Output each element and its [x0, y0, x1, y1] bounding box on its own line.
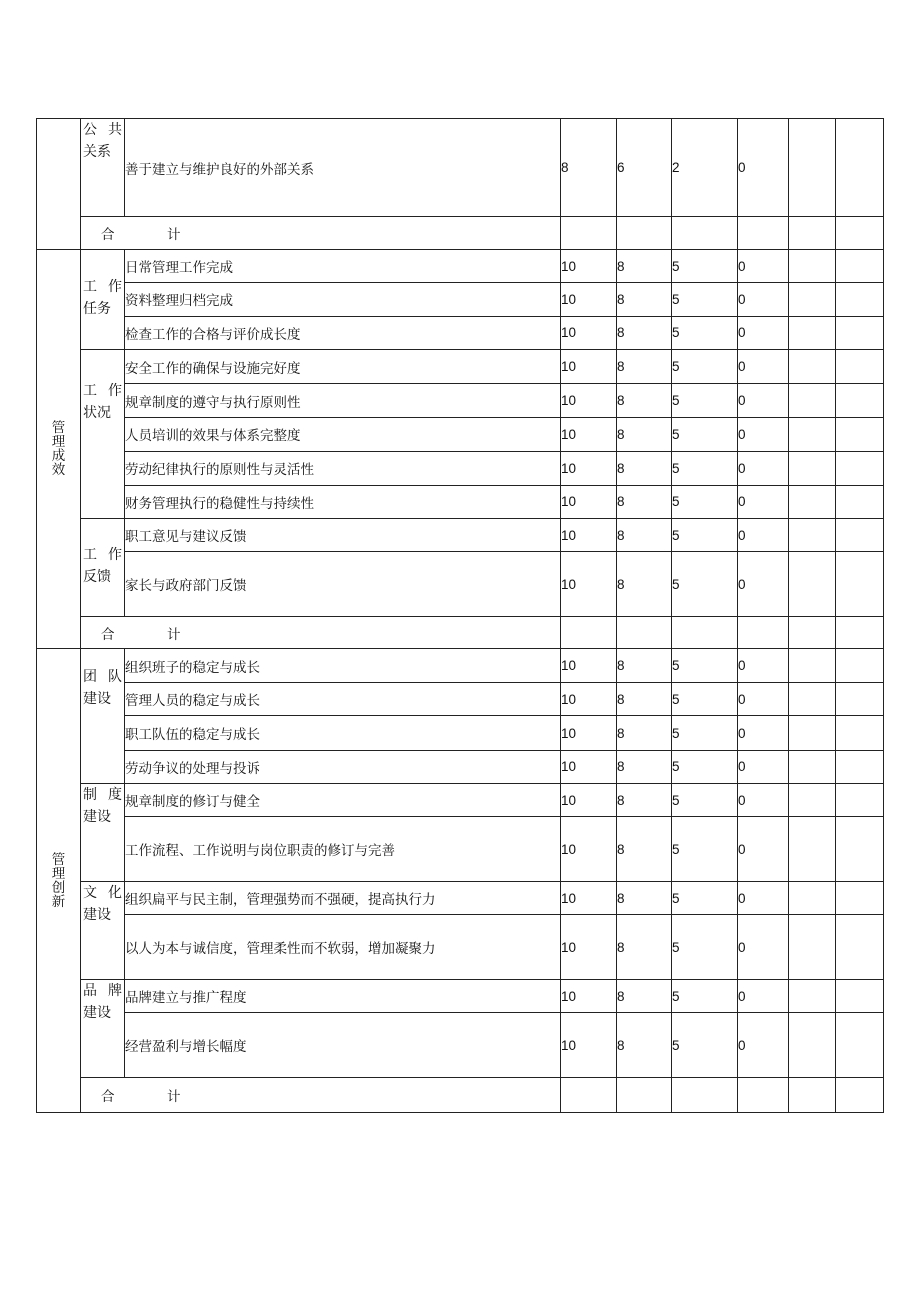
subcategory-cell: [81, 649, 125, 784]
empty-cell: [789, 1013, 836, 1078]
score-cell: 8: [617, 750, 672, 783]
total-row: [37, 217, 884, 250]
score-cell: 8: [617, 350, 672, 384]
criterion-name: 检查工作的合格与评价成长度: [125, 316, 561, 349]
category-label: 管理创新: [51, 851, 66, 910]
total-label-part: 计: [167, 227, 181, 243]
score-cell: 8: [617, 980, 672, 1013]
empty-cell: [836, 1078, 884, 1113]
empty-cell: [836, 217, 884, 250]
score-cell: 6: [617, 119, 672, 217]
empty-cell: [836, 418, 884, 451]
score-cell: 5: [672, 384, 738, 418]
empty-cell: [789, 882, 836, 915]
empty-cell: [789, 519, 836, 552]
empty-cell: [836, 882, 884, 915]
score-cell: 8: [617, 250, 672, 283]
empty-cell: [617, 217, 672, 250]
score-cell: 8: [617, 716, 672, 750]
table-row: [37, 750, 884, 783]
subcategory-label-part: 作: [108, 383, 122, 399]
empty-cell: [836, 316, 884, 349]
total-label-cell: [81, 217, 561, 250]
score-cell: 5: [672, 519, 738, 552]
total-label-part: 合: [101, 626, 115, 643]
total-label-cell: [81, 617, 561, 649]
subcategory-label-part: 制: [83, 787, 97, 803]
score-cell: 8: [617, 817, 672, 882]
empty-cell: [836, 716, 884, 750]
total-label-part: 计: [167, 1089, 181, 1105]
subcategory-label-part: 反馈: [83, 569, 111, 585]
score-cell: 8: [617, 1013, 672, 1078]
score-cell: 5: [672, 980, 738, 1013]
empty-cell: [789, 980, 836, 1013]
empty-cell: [789, 485, 836, 518]
score-cell: 0: [738, 119, 789, 217]
subcategory-label-part: 品: [83, 983, 97, 999]
score-cell: 5: [672, 316, 738, 349]
criterion-name: 财务管理执行的稳健性与持续性: [125, 485, 561, 518]
criterion-name: 日常管理工作完成: [125, 250, 561, 283]
empty-cell: [617, 1078, 672, 1113]
table-row: [37, 485, 884, 518]
empty-cell: [836, 519, 884, 552]
score-cell: 0: [738, 683, 789, 716]
table-row: [37, 817, 884, 882]
total-label-part: 合: [101, 227, 115, 243]
empty-cell: [561, 1078, 617, 1113]
score-cell: 10: [561, 283, 617, 316]
empty-cell: [789, 649, 836, 683]
score-cell: 8: [617, 649, 672, 683]
table-row: [37, 316, 884, 349]
subcategory-cell: [81, 519, 125, 617]
empty-cell: [789, 451, 836, 485]
criterion-name: 组织扁平与民主制，管理强势而不强硬，提高执行力: [125, 882, 561, 915]
empty-cell: [789, 316, 836, 349]
total-row: [37, 617, 884, 649]
table-row: [37, 649, 884, 683]
score-cell: 5: [672, 1013, 738, 1078]
score-cell: 0: [738, 817, 789, 882]
score-cell: 0: [738, 882, 789, 915]
criterion-name: 职工意见与建议反馈: [125, 519, 561, 552]
empty-cell: [789, 217, 836, 250]
empty-cell: [836, 784, 884, 817]
subcategory-label-part: 工: [83, 383, 97, 399]
subcategory-label-part: 建设: [83, 1005, 111, 1021]
empty-cell: [789, 418, 836, 451]
table-row: [37, 980, 884, 1013]
score-cell: 5: [672, 485, 738, 518]
empty-cell: [836, 617, 884, 649]
score-cell: 5: [672, 283, 738, 316]
empty-cell: [789, 750, 836, 783]
score-cell: 10: [561, 980, 617, 1013]
score-cell: 0: [738, 980, 789, 1013]
score-cell: 8: [617, 683, 672, 716]
criterion-name: 人员培训的效果与体系完整度: [125, 418, 561, 451]
table-row: [37, 418, 884, 451]
score-cell: 5: [672, 552, 738, 617]
score-cell: 10: [561, 485, 617, 518]
empty-cell: [738, 1078, 789, 1113]
criterion-name: 品牌建立与推广程度: [125, 980, 561, 1013]
empty-cell: [789, 283, 836, 316]
score-cell: 5: [672, 250, 738, 283]
score-cell: 8: [617, 519, 672, 552]
subcategory-cell: [81, 350, 125, 519]
empty-cell: [561, 217, 617, 250]
score-cell: 8: [617, 451, 672, 485]
subcategory-label-part: 团: [83, 669, 97, 685]
empty-cell: [836, 451, 884, 485]
empty-cell: [836, 915, 884, 980]
category-cell: [37, 250, 81, 649]
empty-cell: [789, 384, 836, 418]
score-cell: 5: [672, 683, 738, 716]
empty-cell: [789, 617, 836, 649]
score-cell: 0: [738, 283, 789, 316]
score-cell: 8: [617, 316, 672, 349]
empty-cell: [617, 617, 672, 649]
score-cell: 0: [738, 649, 789, 683]
subcategory-cell: [81, 119, 125, 217]
score-cell: 10: [561, 250, 617, 283]
score-cell: 10: [561, 817, 617, 882]
total-label-cell: [81, 1078, 561, 1113]
criterion-name: 劳动争议的处理与投诉: [125, 750, 561, 783]
empty-cell: [789, 350, 836, 384]
score-cell: 5: [672, 817, 738, 882]
score-cell: 10: [561, 451, 617, 485]
subcategory-label-part: 公: [83, 122, 97, 138]
score-cell: 10: [561, 1013, 617, 1078]
score-cell: 5: [672, 750, 738, 783]
criterion-name: 劳动纪律执行的原则性与灵活性: [125, 451, 561, 485]
subcategory-cell: [81, 250, 125, 350]
score-cell: 0: [738, 485, 789, 518]
score-cell: 0: [738, 915, 789, 980]
table-row: [37, 716, 884, 750]
score-cell: 5: [672, 882, 738, 915]
score-cell: 0: [738, 784, 789, 817]
score-cell: 10: [561, 716, 617, 750]
empty-cell: [836, 649, 884, 683]
criterion-name: 以人为本与诚信度，管理柔性而不软弱，增加凝聚力: [125, 915, 561, 980]
empty-cell: [672, 1078, 738, 1113]
score-cell: 5: [672, 649, 738, 683]
score-cell: 8: [617, 784, 672, 817]
empty-cell: [789, 119, 836, 217]
score-cell: 8: [617, 552, 672, 617]
table-row: [37, 915, 884, 980]
empty-cell: [789, 915, 836, 980]
table-row: [37, 350, 884, 384]
score-cell: 8: [561, 119, 617, 217]
subcategory-label-part: 共: [108, 122, 122, 138]
subcategory-label-part: 关系: [83, 144, 111, 160]
subcategory-label-part: 作: [108, 547, 122, 563]
score-cell: 8: [617, 418, 672, 451]
score-cell: 2: [672, 119, 738, 217]
empty-cell: [789, 716, 836, 750]
criterion-name: 管理人员的稳定与成长: [125, 683, 561, 716]
empty-cell: [836, 283, 884, 316]
score-cell: 10: [561, 316, 617, 349]
score-cell: 5: [672, 716, 738, 750]
subcategory-label-part: 作: [108, 279, 122, 295]
table-row: [37, 552, 884, 617]
empty-cell: [789, 250, 836, 283]
score-cell: 0: [738, 384, 789, 418]
empty-cell: [836, 250, 884, 283]
score-cell: 10: [561, 519, 617, 552]
empty-cell: [836, 817, 884, 882]
subcategory-cell: [81, 784, 125, 882]
score-cell: 5: [672, 418, 738, 451]
criterion-name: 家长与政府部门反馈: [125, 552, 561, 617]
subcategory-label-part: 任务: [83, 301, 111, 317]
criterion-name: 规章制度的修订与健全: [125, 784, 561, 817]
score-cell: 10: [561, 750, 617, 783]
score-cell: 0: [738, 519, 789, 552]
criterion-name: 经营盈利与增长幅度: [125, 1013, 561, 1078]
empty-cell: [672, 217, 738, 250]
score-cell: 10: [561, 882, 617, 915]
empty-cell: [738, 617, 789, 649]
empty-cell: [561, 617, 617, 649]
criterion-name: 规章制度的遵守与执行原则性: [125, 384, 561, 418]
table-row: [37, 1013, 884, 1078]
score-cell: 0: [738, 418, 789, 451]
table-row: [37, 283, 884, 316]
empty-cell: [789, 817, 836, 882]
criterion-name: 安全工作的确保与设施完好度: [125, 350, 561, 384]
score-cell: 10: [561, 649, 617, 683]
subcategory-label-part: 化: [108, 885, 122, 901]
empty-cell: [836, 485, 884, 518]
subcategory-label-part: 工: [83, 279, 97, 295]
score-cell: 10: [561, 784, 617, 817]
table-row: [37, 119, 884, 217]
category-cell: [37, 119, 81, 250]
empty-cell: [836, 552, 884, 617]
score-cell: 0: [738, 350, 789, 384]
empty-cell: [836, 980, 884, 1013]
empty-cell: [836, 1013, 884, 1078]
total-row: [37, 1078, 884, 1113]
score-cell: 0: [738, 552, 789, 617]
table-row: [37, 250, 884, 283]
empty-cell: [789, 1078, 836, 1113]
score-cell: 8: [617, 283, 672, 316]
score-cell: 8: [617, 915, 672, 980]
table-row: [37, 882, 884, 915]
score-cell: 10: [561, 384, 617, 418]
score-cell: 5: [672, 350, 738, 384]
empty-cell: [789, 683, 836, 716]
empty-cell: [836, 384, 884, 418]
subcategory-cell: [81, 980, 125, 1078]
subcategory-label-part: 建设: [83, 907, 111, 923]
score-cell: 8: [617, 384, 672, 418]
criterion-name: 组织班子的稳定与成长: [125, 649, 561, 683]
score-cell: 8: [617, 485, 672, 518]
evaluation-table: [36, 118, 884, 1113]
score-cell: 10: [561, 915, 617, 980]
score-cell: 10: [561, 350, 617, 384]
score-cell: 0: [738, 1013, 789, 1078]
empty-cell: [836, 350, 884, 384]
score-cell: 0: [738, 451, 789, 485]
empty-cell: [836, 750, 884, 783]
empty-cell: [789, 784, 836, 817]
total-label-part: 计: [167, 626, 181, 643]
criterion-name: 工作流程、工作说明与岗位职责的修订与完善: [125, 817, 561, 882]
score-cell: 0: [738, 250, 789, 283]
score-cell: 10: [561, 552, 617, 617]
subcategory-label-part: 牌: [108, 983, 122, 999]
category-label: 管理成效: [51, 420, 66, 478]
score-cell: 0: [738, 316, 789, 349]
criterion-name: 资料整理归档完成: [125, 283, 561, 316]
subcategory-cell: [81, 882, 125, 980]
score-cell: 0: [738, 716, 789, 750]
empty-cell: [789, 552, 836, 617]
subcategory-label-part: 状况: [83, 405, 111, 421]
score-cell: 10: [561, 418, 617, 451]
subcategory-label-part: 建设: [83, 691, 111, 707]
table-row: [37, 683, 884, 716]
score-cell: 8: [617, 882, 672, 915]
table-row: [37, 384, 884, 418]
criterion-name: 职工队伍的稳定与成长: [125, 716, 561, 750]
empty-cell: [836, 683, 884, 716]
subcategory-label-part: 队: [108, 669, 122, 685]
empty-cell: [738, 217, 789, 250]
empty-cell: [836, 119, 884, 217]
table-row: [37, 784, 884, 817]
score-cell: 5: [672, 784, 738, 817]
table-row: [37, 451, 884, 485]
subcategory-label-part: 度: [108, 787, 122, 803]
score-cell: 10: [561, 683, 617, 716]
score-cell: 5: [672, 915, 738, 980]
category-cell: [37, 649, 81, 1113]
subcategory-label-part: 建设: [83, 809, 111, 825]
subcategory-label-part: 文: [83, 885, 97, 901]
score-cell: 5: [672, 451, 738, 485]
subcategory-label-part: 工: [83, 547, 97, 563]
score-cell: 0: [738, 750, 789, 783]
total-label-part: 合: [101, 1089, 115, 1105]
empty-cell: [672, 617, 738, 649]
criterion-name: 善于建立与维护良好的外部关系: [125, 119, 561, 217]
table-row: [37, 519, 884, 552]
